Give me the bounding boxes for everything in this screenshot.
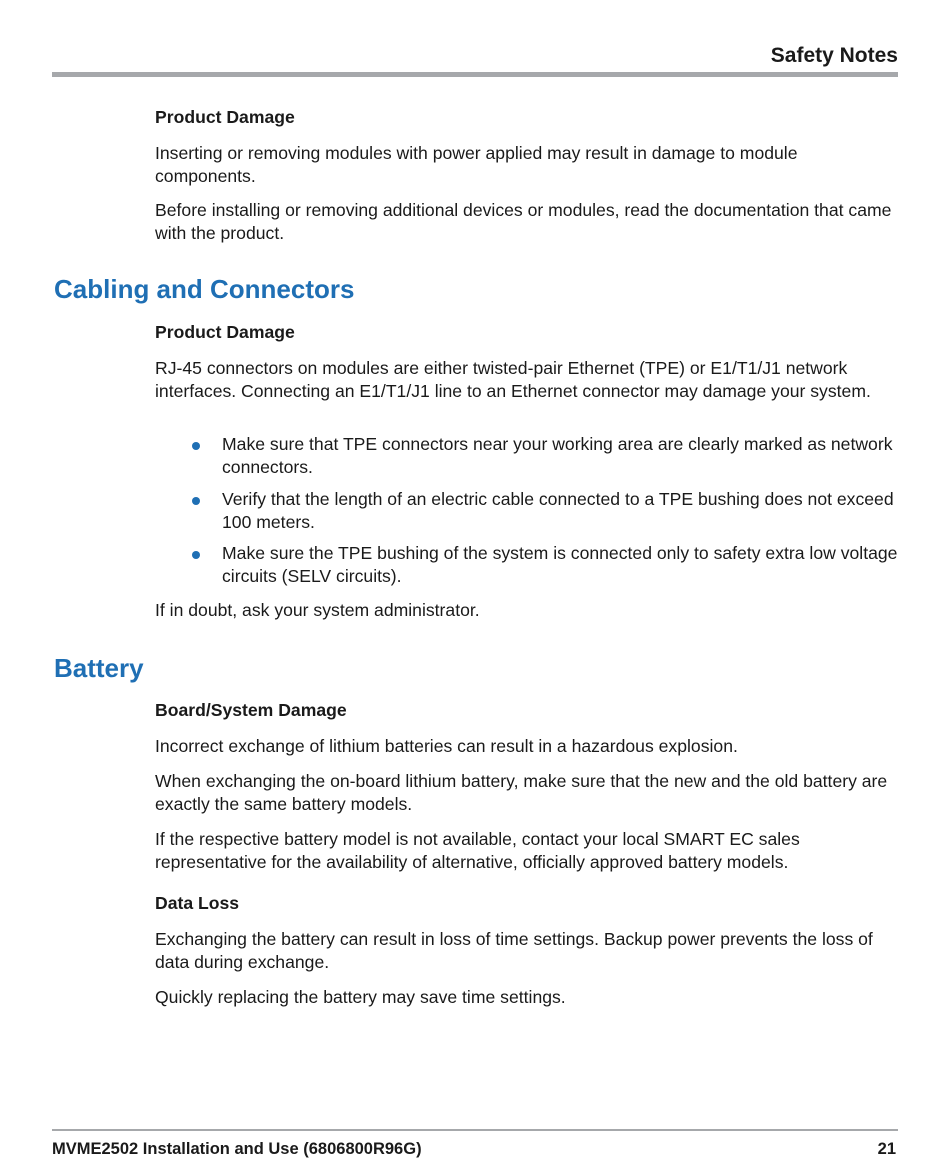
notice-label-product-damage: Product Damage bbox=[155, 107, 295, 127]
list-item-text: Make sure that TPE connectors near your working area are clearly marked as network connectors. bbox=[222, 434, 893, 477]
bullet-icon bbox=[192, 442, 200, 450]
notice-paragraph: If in doubt, ask your system administrator. bbox=[155, 600, 480, 620]
notice-label-board-damage: Board/System Damage bbox=[155, 700, 347, 720]
section-heading-battery: Battery bbox=[54, 653, 144, 683]
notice-paragraph: Inserting or removing modules with power applied may result in damage to module components. bbox=[155, 143, 798, 186]
notice-paragraph: Incorrect exchange of lithium batteries can result in a hazardous explosion. bbox=[155, 736, 738, 756]
footer-rule bbox=[52, 1129, 898, 1131]
list-item-text: Make sure the TPE bushing of the system is connected only to safety extra low voltage circuits (SELV circuits). bbox=[222, 543, 898, 586]
list-item bbox=[155, 542, 900, 588]
list-item bbox=[155, 488, 900, 534]
notice-label-product-damage: Product Damage bbox=[155, 322, 295, 342]
header-rule bbox=[52, 72, 898, 77]
notice-paragraph: If the respective battery model is not available, contact your local SMART EC sales representative for the availability of alternative, officially approved battery models. bbox=[155, 829, 800, 872]
notice-paragraph: Before installing or removing additional devices or modules, read the documentation that came with the product. bbox=[155, 200, 892, 243]
notice-paragraph: RJ-45 connectors on modules are either twisted-pair Ethernet (TPE) or E1/T1/J1 network interfaces. Connecting an E1/T1/J1 line to an Ethernet connector may damage your system. bbox=[155, 358, 871, 401]
list-item bbox=[155, 433, 900, 479]
footer-doc-title: MVME2502 Installation and Use (6806800R96G) bbox=[52, 1140, 422, 1158]
bullet-icon bbox=[192, 497, 200, 505]
list-item-text: Verify that the length of an electric cable connected to a TPE bushing does not exceed 100 meters. bbox=[222, 489, 894, 532]
footer-page-number: 21 bbox=[877, 1140, 896, 1158]
notice-paragraph: Exchanging the battery can result in loss of time settings. Backup power prevents the loss of data during exchange. bbox=[155, 929, 873, 972]
notice-paragraph: When exchanging the on-board lithium battery, make sure that the new and the old battery are exactly the same battery models. bbox=[155, 771, 888, 814]
section-heading-cabling: Cabling and Connectors bbox=[54, 274, 355, 304]
page-header-title: Safety Notes bbox=[770, 44, 898, 67]
bullet-icon bbox=[192, 551, 200, 559]
notice-label-data-loss: Data Loss bbox=[155, 893, 240, 913]
notice-paragraph: Quickly replacing the battery may save time settings. bbox=[155, 987, 566, 1007]
